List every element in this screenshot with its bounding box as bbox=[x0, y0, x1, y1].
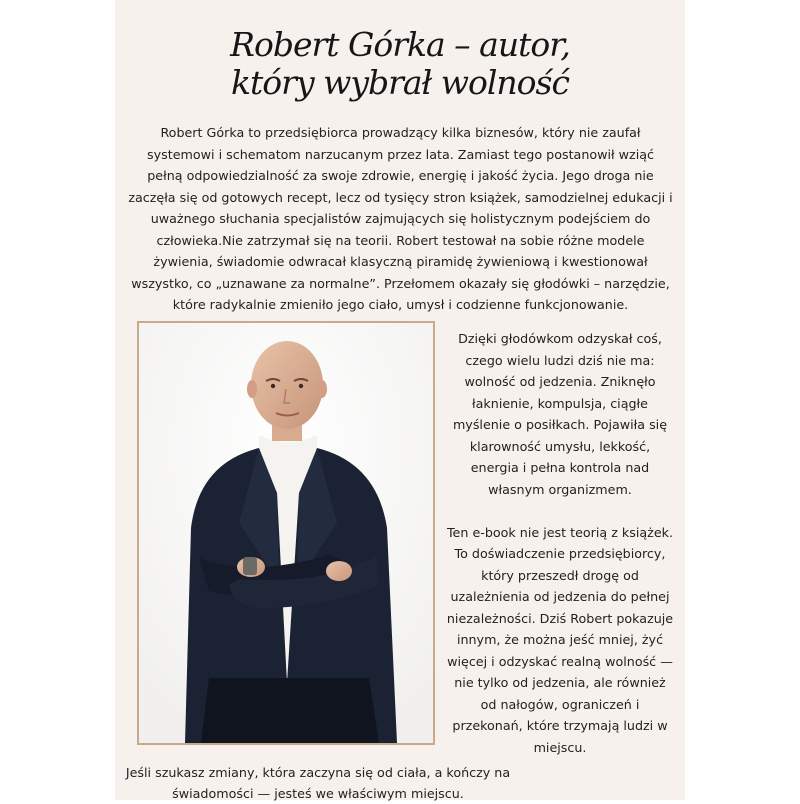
title-line-1: Robert Górka – autor, bbox=[230, 25, 570, 64]
page-title bbox=[0, 26, 800, 102]
title-line-2: który wybrał wolność bbox=[231, 63, 569, 102]
author-photo bbox=[137, 321, 435, 745]
side-paragraph-2: Ten e-book nie jest teorią z książek. To doświadczenie przedsiębiorcy, który przeszedł drogę od uzależnienia od jedzenia do pełnej niezależności. Dziś Robert pokazuje innym, że można jeść mniej, żyć więcej i odzyskać realną wolność — nie tylko od jedzenia, ale również od nałogów, ograniczeń i przekonań, które trzymają ludzi w miejscu. bbox=[446, 524, 674, 755]
side-text bbox=[446, 328, 674, 758]
side-paragraph-1: Dzięki głodówkom odzyskał coś, czego wielu ludzi dziś nie ma: wolność od jedzenia. Zniknęło łaknienie, kompulsja, ciągłe myślenie o posiłkach. Pojawiła się klarowność umysłu, lekkość, energia i pełna kontrola nad własnym organizmem. bbox=[452, 331, 668, 497]
author-portrait-image bbox=[139, 323, 433, 743]
intro-paragraph: Robert Górka to przedsiębiorca prowadzący kilka biznesów, który nie zaufał systemowi i schematom narzucanym przez lata. Zamiast tego postanowił wziąć pełną odpowiedzialność za swoje zdrowie, energię i jakość życia. Jego droga nie zaczęła się od gotowych recept, lecz od tysięcy stron książek, samodzielnej edukacji i uważnego słuchania specjalistów zajmujących się holistycznym podejściem do człowieka.Nie zatrzymał się na teorii. Robert testował na sobie różne modele żywienia, świadomie odwracał klasyczną piramidę żywieniową i kwestionował wszystko, co „uznawane za normalne”. Przełomem okazały się głodówki – narzędzie, które radykalnie zmieniło jego ciało, umysł i codzienne funkcjonowanie. bbox=[128, 125, 673, 312]
footer-text: Jeśli szukasz zmiany, która zaczyna się od ciała, a kończy na świadomości — jesteś we właściwym miejscu. bbox=[125, 765, 511, 801]
